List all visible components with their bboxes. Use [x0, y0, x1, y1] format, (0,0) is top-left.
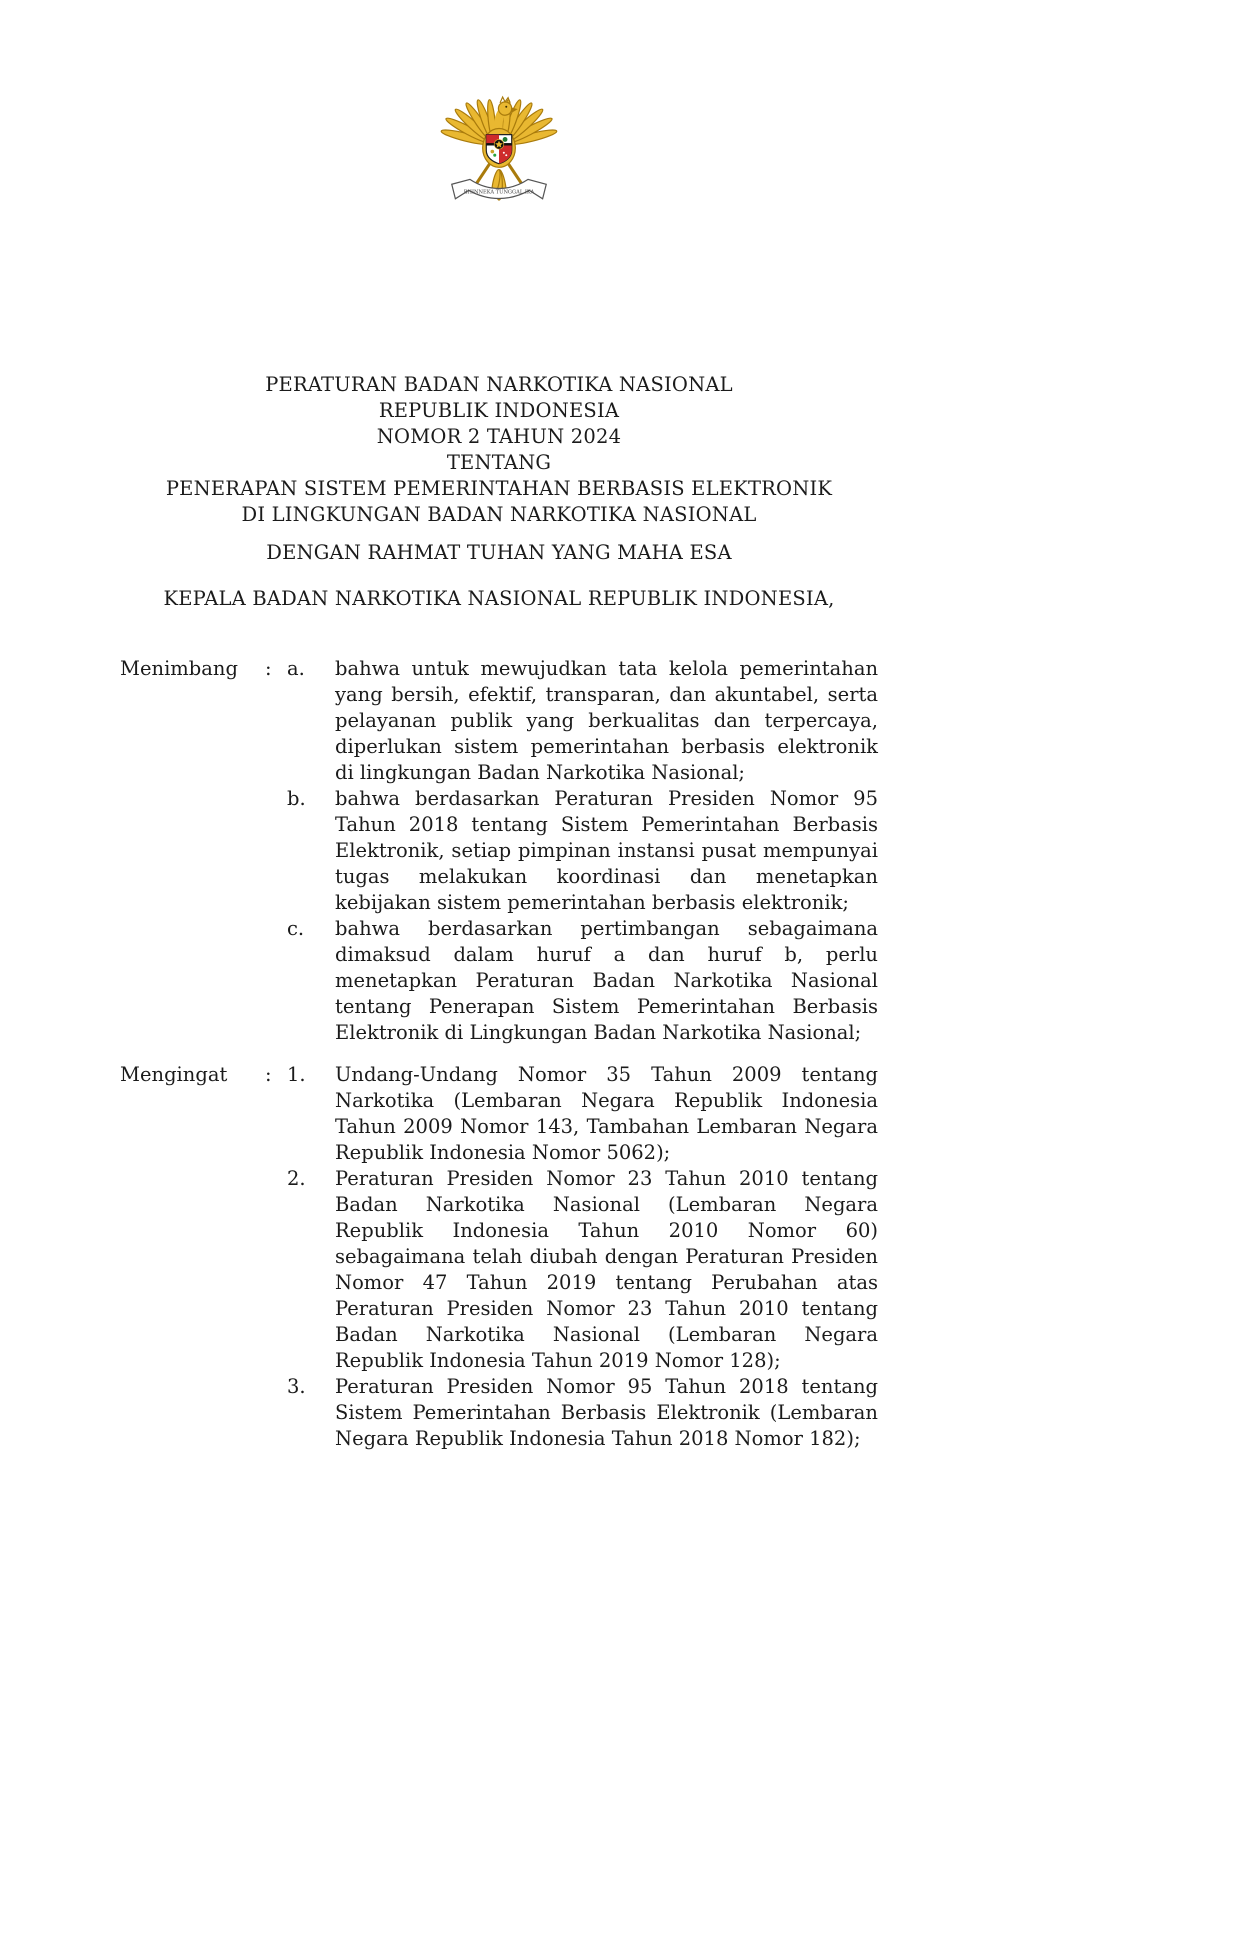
garuda-emblem-icon	[436, 74, 562, 217]
legal-basis-item-3	[287, 1374, 878, 1452]
item-marker: 2.	[287, 1167, 306, 1190]
document-content	[120, 0, 878, 1452]
item-marker: c.	[287, 917, 305, 940]
item-text: bahwa untuk mewujudkan tata kelola pemerintahan yang bersih, efektif, transparan, dan akuntabel, serta pelayanan publik yang berkualitas dan terpercaya, diperlukan sistem pemerintahan berbasis elektronik di lingkungan Badan Narkotika Nasional;	[335, 657, 878, 784]
legal-basis-item-1	[287, 1062, 878, 1166]
item-marker: b.	[287, 787, 306, 810]
section-separator: :	[265, 1063, 272, 1086]
legal-basis-item-2	[287, 1166, 878, 1374]
section-menimbang	[120, 656, 878, 1046]
emblem-motto-text: BHINNEKA TUNGGAL IKA	[463, 189, 535, 196]
item-text: Peraturan Presiden Nomor 95 Tahun 2018 tentang Sistem Pemerintahan Berbasis Elektronik (Lembaran Negara Republik Indonesia Tahun 2018 Nomor 182);	[335, 1375, 878, 1450]
title-line-1: PERATURAN BADAN NARKOTIKA NASIONAL	[265, 373, 733, 396]
section-label: Mengingat	[120, 1063, 228, 1086]
item-text: bahwa berdasarkan pertimbangan sebagaimana dimaksud dalam huruf a dan huruf b, perlu menetapkan Peraturan Badan Narkotika Nasional tentang Penerapan Sistem Pemerintahan Berbasis Elektronik di Lingkungan Badan Narkotika Nasional;	[335, 917, 878, 1044]
item-text: Undang-Undang Nomor 35 Tahun 2009 tentang Narkotika (Lembaran Negara Republik Indonesia Tahun 2009 Nomor 143, Tambahan Lembaran Negara Republik Indonesia Nomor 5062);	[335, 1063, 878, 1164]
title-line-3: NOMOR 2 TAHUN 2024	[376, 425, 622, 448]
consideration-item-c	[287, 916, 878, 1046]
section-mengingat	[120, 1062, 878, 1452]
invocation-line: DENGAN RAHMAT TUHAN YANG MAHA ESA	[266, 541, 732, 564]
section-label: Menimbang	[120, 657, 238, 680]
consideration-item-a	[287, 656, 878, 786]
title-line-6: DI LINGKUNGAN BADAN NARKOTIKA NASIONAL	[241, 503, 757, 526]
item-text: Peraturan Presiden Nomor 23 Tahun 2010 tentang Badan Narkotika Nasional (Lembaran Negara Republik Indonesia Tahun 2010 Nomor 60) sebagaimana telah diubah dengan Peraturan Presiden Nomor 47 Tahun 2019 tentang Perubahan atas Peraturan Presiden Nomor 23 Tahun 2010 tentang Badan Narkotika Nasional (Lembaran Negara Republik Indonesia Tahun 2019 Nomor 128);	[335, 1167, 878, 1372]
consideration-items	[287, 656, 878, 1046]
item-marker: a.	[287, 657, 305, 680]
section-separator: :	[265, 657, 272, 680]
title-line-2: REPUBLIK INDONESIA	[378, 399, 620, 422]
title-line-4: TENTANG	[446, 451, 552, 474]
consideration-item-b	[287, 786, 878, 916]
legal-basis-items	[287, 1062, 878, 1452]
item-marker: 3.	[287, 1375, 306, 1398]
title-line-5: PENERAPAN SISTEM PEMERINTAHAN BERBASIS ELEKTRONIK	[165, 477, 833, 500]
item-text: bahwa berdasarkan Peraturan Presiden Nomor 95 Tahun 2018 tentang Sistem Pemerintahan Berbasis Elektronik, setiap pimpinan instansi pusat mempunyai tugas melakukan koordinasi dan menetapkan kebijakan sistem pemerintahan berbasis elektronik;	[335, 787, 878, 914]
document-title-block	[120, 372, 878, 528]
item-marker: 1.	[287, 1063, 306, 1086]
official-line: KEPALA BADAN NARKOTIKA NASIONAL REPUBLIK INDONESIA,	[163, 587, 835, 610]
